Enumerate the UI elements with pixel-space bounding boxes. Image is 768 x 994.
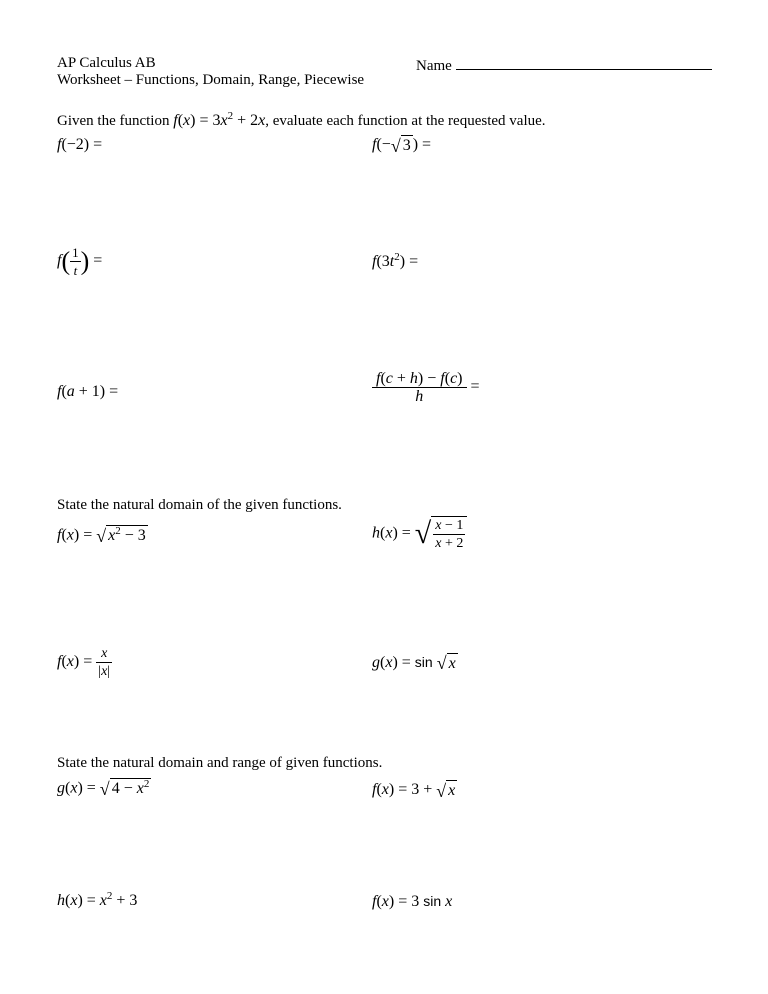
given-function: $f(x) = 3x^2 + 2x$ [173, 110, 266, 129]
section1-instruction: Given the function $f(x) = 3x^2 + 2x$, evaluate each function at the requested value. [57, 110, 546, 129]
section3-instruction: State the natural domain and range of given functions. [57, 755, 383, 771]
problem-domain-x-over-abs-x: f(x) = $\frac{x}{|x|}$ [57, 646, 111, 679]
worksheet-title: Worksheet – Functions, Domain, Range, Piecewise [57, 72, 365, 88]
problem-range-3-sin-x: f(x) = 3 sin x [372, 893, 453, 910]
section2-instruction: State the natural domain of the given functions. [57, 497, 342, 513]
problem-domain-sqrt-fraction: h(x) = √ $\frac{x - 1}{x + 2}$ [372, 516, 467, 552]
problem-f-a-plus-1: f(a + 1) = [57, 383, 119, 400]
problem-domain-sin-sqrt-x: g(x) = sin √ x [372, 653, 456, 674]
course-title: AP Calculus AB [57, 55, 156, 71]
name-blank-line[interactable] [456, 55, 712, 70]
problem-domain-sqrt-x2-minus-3: f(x) = √ $x^2 - 3$ [57, 525, 146, 546]
name-field[interactable] [416, 55, 712, 75]
problem-f-neg-sqrt3: f(−√ 3 ) = [372, 135, 432, 156]
problem-range-3-plus-sqrt-x: f(x) = 3 + √ x [372, 780, 456, 801]
problem-difference-quotient: $\frac{f(c + h) - f(c)}{h}$ = [372, 370, 480, 405]
problem-f-3t-squared: $f(3t^2)$ = [372, 251, 419, 270]
problem-range-sqrt-4-minus-x2: g(x) = √ $4 - x^2$ [57, 778, 150, 799]
problem-f-one-over-t: f( $\frac{1}{t}$ ) = [57, 245, 103, 278]
name-label: Name [416, 58, 452, 74]
problem-f-neg2: f(−2) = [57, 136, 103, 153]
problem-range-x2-plus-3: $h(x) = x^2 + 3$ [57, 890, 138, 909]
